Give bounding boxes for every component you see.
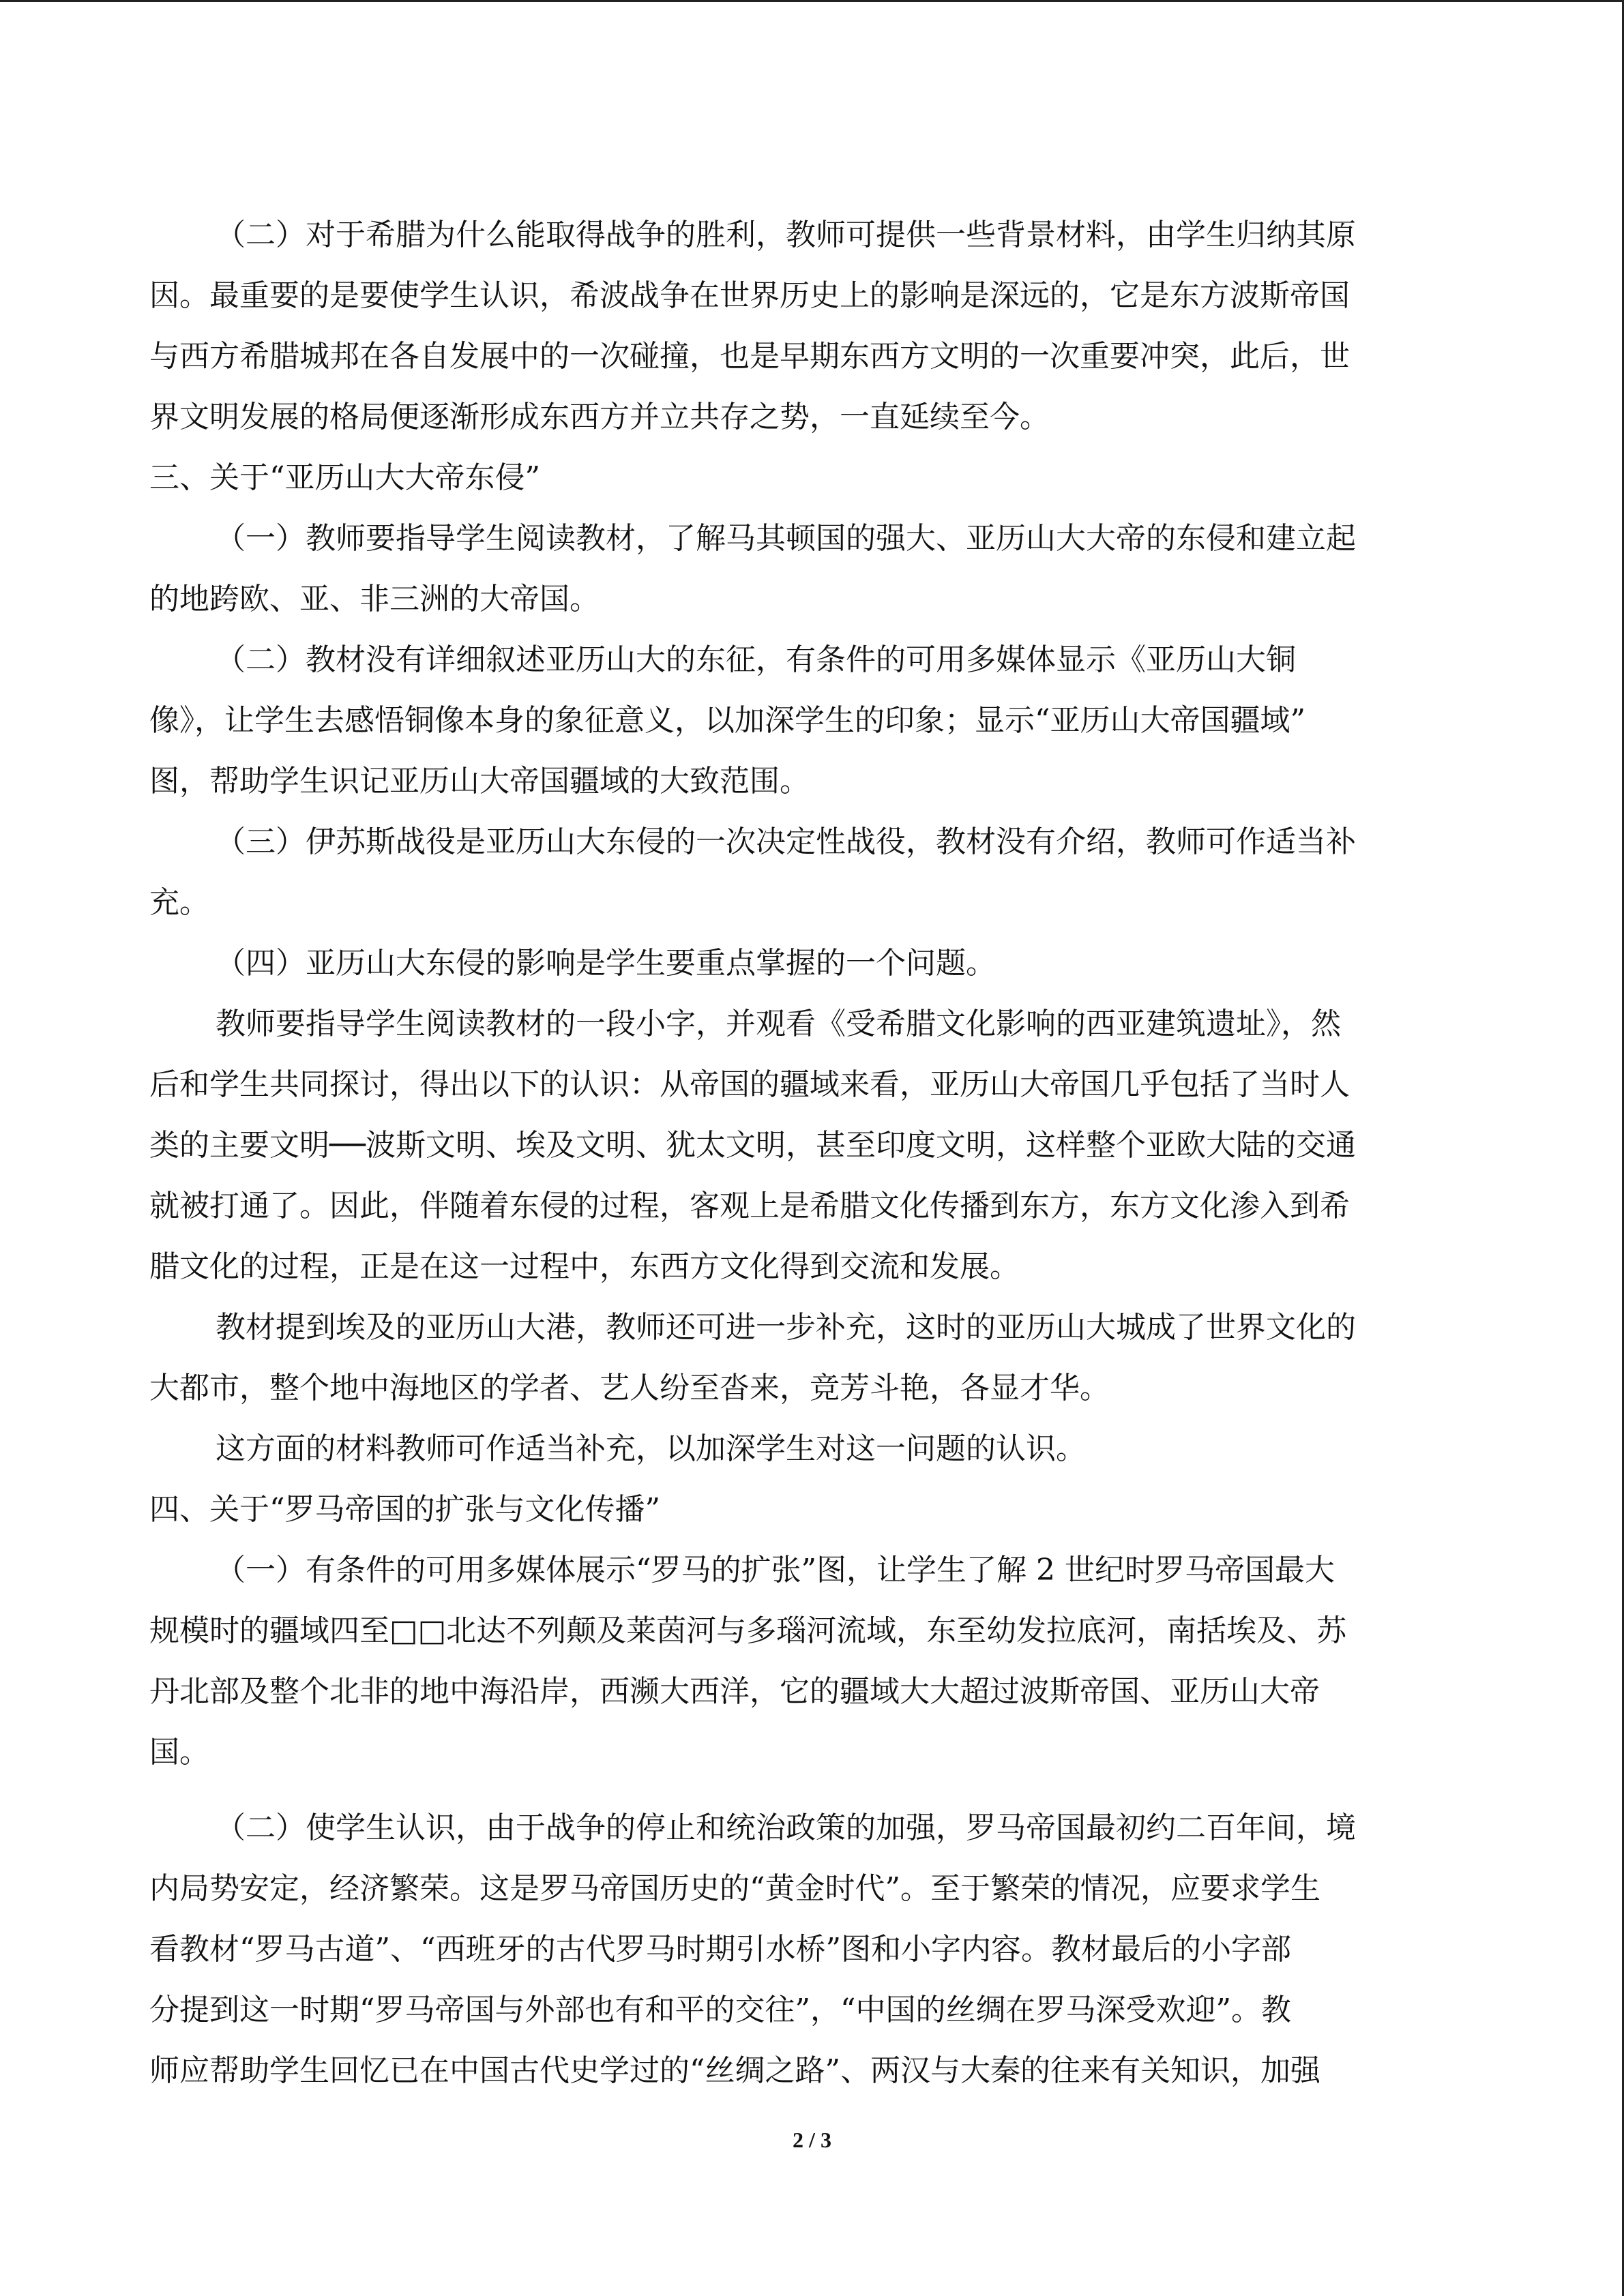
text-line: 类的主要文明──波斯文明、埃及文明、犹太文明，甚至印度文明，这样整个亚欧大陆的交通 (149, 1128, 1356, 1163)
text-line: 分提到这一时期“罗马帝国与外部也有和平的交往”，“中国的丝绸在罗马深受欢迎”。教 (149, 1993, 1291, 2027)
text-line: 腊文化的过程，正是在这一过程中，东西方文化得到交流和发展。 (149, 1249, 1020, 1284)
text-line: （一）教师要指导学生阅读教材，了解马其顿国的强大、亚历山大大帝的东侵和建立起 (216, 521, 1356, 556)
text-line: 这方面的材料教师可作适当补充，以加深学生对这一问题的认识。 (216, 1431, 1086, 1466)
text-line: 丹北部及整个北非的地中海沿岸，西濒大西洋，它的疆域大大超过波斯帝国、亚历山大帝 (149, 1674, 1320, 1709)
text-line: 像》，让学生去感悟铜像本身的象征意义，以加深学生的印象；显示“亚历山大帝国疆域” (149, 703, 1305, 738)
text-line: 的地跨欧、亚、非三洲的大帝国。 (149, 582, 600, 616)
text-line: 教师要指导学生阅读教材的一段小字，并观看《受希腊文化影响的西亚建筑遗址》，然 (216, 1007, 1341, 1041)
text-line: 内局势安定，经济繁荣。这是罗马帝国历史的“黄金时代”。至于繁荣的情况，应要求学生 (149, 1871, 1320, 1906)
document-body (149, 205, 1469, 2101)
text-line: （三）伊苏斯战役是亚历山大东侵的一次决定性战役，教材没有介绍，教师可作适当补 (216, 824, 1356, 859)
section-heading: 三、关于“亚历山大大帝东侵” (149, 460, 540, 495)
text-line: 国。 (149, 1735, 209, 1770)
text-line: 界文明发展的格局便逐渐形成东西方并立共存之势，一直延续至今。 (149, 400, 1050, 434)
text-line: （二）教材没有详细叙述亚历山大的东征，有条件的可用多媒体显示《亚历山大铜 (216, 642, 1296, 677)
text-line: 与西方希腊城邦在各自发展中的一次碰撞，也是早期东西方文明的一次重要冲突，此后，世 (149, 339, 1350, 374)
top-border (0, 0, 1624, 2)
text-line: 就被打通了。因此，伴随着东侵的过程，客观上是希腊文化传播到东方，东方文化渗入到希 (149, 1189, 1350, 1223)
text-line: 因。最重要的是要使学生认识，希波战争在世界历史上的影响是深远的，它是东方波斯帝国 (149, 278, 1350, 313)
text-line: （二）使学生认识，由于战争的停止和统治政策的加强，罗马帝国最初约二百年间，境 (216, 1810, 1356, 1845)
text-line: 大都市，整个地中海地区的学者、艺人纷至沓来，竞芳斗艳，各显才华。 (149, 1371, 1110, 1405)
text-line: 规模时的疆域四至□□北达不列颠及莱茵河与多瑙河流域，东至幼发拉底河，南括埃及、苏 (149, 1613, 1347, 1648)
text-line: 充。 (149, 885, 209, 920)
text-line: （四）亚历山大东侵的影响是学生要重点掌握的一个问题。 (216, 946, 996, 981)
paragraph-gap (149, 1783, 1469, 1798)
text-line: 教材提到埃及的亚历山大港，教师还可进一步补充，这时的亚历山大城成了世界文化的 (216, 1310, 1356, 1345)
text-line: 师应帮助学生回忆已在中国古代史学过的“丝绸之路”、两汉与大秦的往来有关知识，加强 (149, 2053, 1320, 2088)
text-line: 图，帮助学生识记亚历山大帝国疆域的大致范围。 (149, 764, 810, 799)
text-line: （一）有条件的可用多媒体展示“罗马的扩张”图，让学生了解 2 世纪时罗马帝国最大 (216, 1553, 1335, 1587)
page-number: 2 / 3 (793, 2128, 831, 2152)
text-line: 看教材“罗马古道”、“西班牙的古代罗马时期引水桥”图和小字内容。教材最后的小字部 (149, 1932, 1291, 1967)
section-heading: 四、关于“罗马帝国的扩张与文化传播” (149, 1492, 660, 1527)
text-line: （二）对于希腊为什么能取得战争的胜利，教师可提供一些背景材料，由学生归纳其原 (216, 218, 1356, 252)
text-line: 后和学生共同探讨，得出以下的认识：从帝国的疆域来看，亚历山大帝国几乎包括了当时人 (149, 1067, 1350, 1102)
